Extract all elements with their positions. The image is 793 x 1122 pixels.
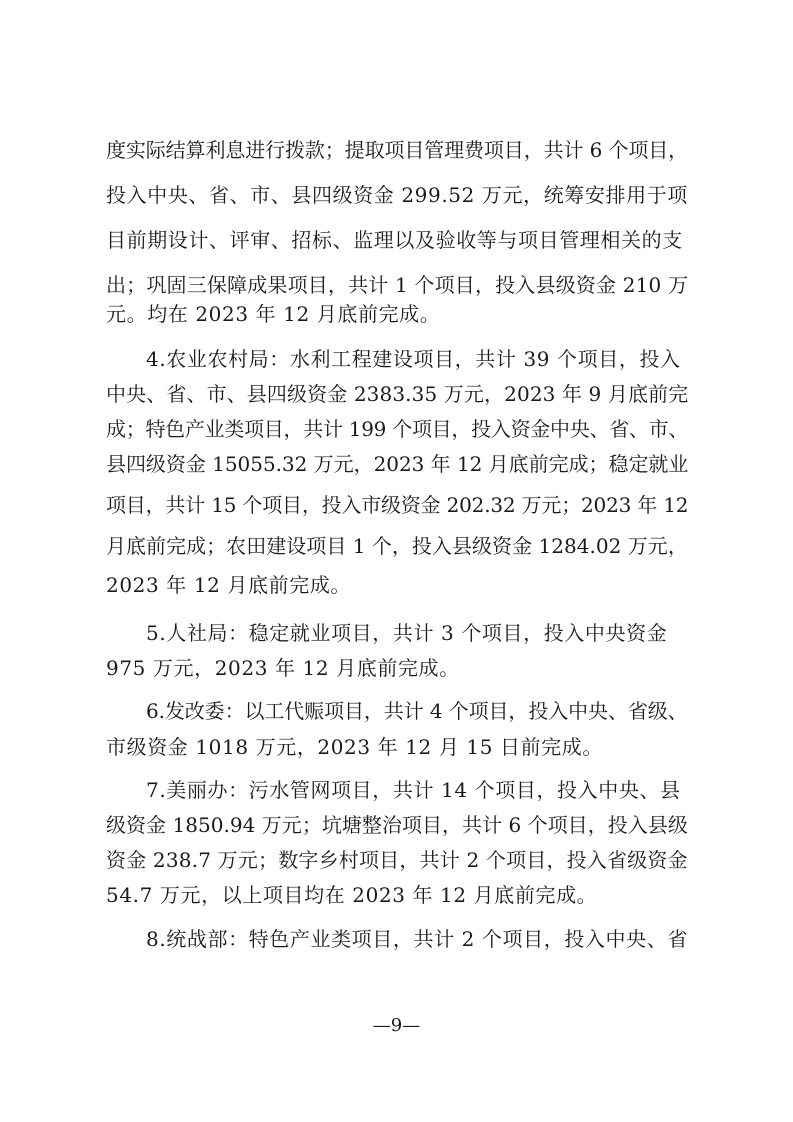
text-line: 2023 年 12 月底前完成。 — [106, 573, 352, 597]
text-line: 度实际结算利息进行拨款；提取项目管理费项目，共计 6 个项目， — [106, 138, 689, 162]
text-line: 级资金 1850.94 万元；坑塘整治项目，共计 6 个项目，投入县级 — [106, 813, 688, 837]
text-line: 元。均在 2023 年 12 月底前完成。 — [106, 302, 441, 326]
paragraph-6-start: 6.发改委：以工代赈项目，共计 4 个项目，投入中央、省级、 — [146, 699, 688, 723]
text-line: 月底前完成；农田建设项目 1 个，投入县级资金 1284.02 万元， — [106, 534, 688, 558]
text-line: 投入中央、省、市、县四级资金 299.52 万元，统筹安排用于项 — [106, 183, 688, 207]
text-line: 出；巩固三保障成果项目，共计 1 个项目，投入县级资金 210 万 — [106, 273, 689, 297]
text-line: 项目，共计 15 个项目，投入市级资金 202.32 万元；2023 年 12 — [106, 493, 689, 517]
text-line: 市级资金 1018 万元，2023 年 12 月 15 日前完成。 — [106, 735, 603, 759]
text-line: 中央、省、市、县四级资金 2383.35 万元，2023 年 9 月底前完 — [106, 382, 689, 406]
text-line: 54.7 万元，以上项目均在 2023 年 12 月底前完成。 — [106, 883, 598, 907]
text-line: 资金 238.7 万元；数字乡村项目，共计 2 个项目，投入省级资金 — [106, 848, 688, 872]
paragraph-4-start: 4.农业农村局：水利工程建设项目，共计 39 个项目，投入 — [146, 347, 681, 371]
text-line: 成；特色产业类项目，共计 199 个项目，投入资金中央、省、市、 — [106, 417, 689, 441]
paragraph-8-start: 8.统战部：特色产业类项目，共计 2 个项目，投入中央、省 — [146, 927, 688, 951]
paragraph-5-start: 5.人社局：稳定就业项目，共计 3 个项目，投入中央资金 — [146, 621, 668, 645]
paragraph-7-start: 7.美丽办：污水管网项目，共计 14 个项目，投入中央、县 — [146, 778, 681, 802]
text-line: 县四级资金 15055.32 万元，2023 年 12 月底前完成；稳定就业 — [106, 452, 689, 476]
text-line: 975 万元，2023 年 12 月底前完成。 — [106, 656, 460, 680]
page-number: —9— — [372, 1015, 421, 1036]
text-line: 目前期设计、评审、招标、监理以及验收等与项目管理相关的支 — [106, 228, 683, 252]
